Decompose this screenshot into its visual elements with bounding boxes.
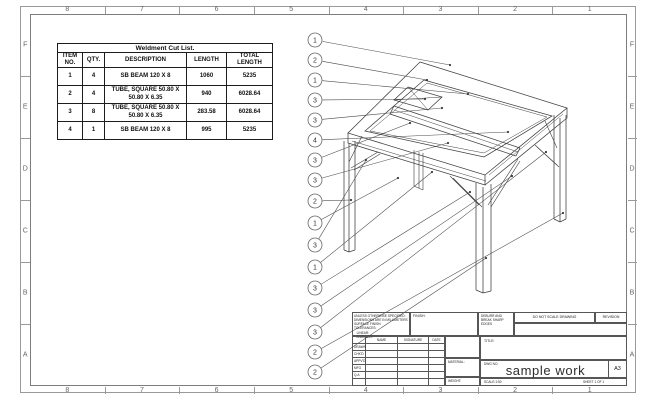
zone-row-label: C [629,227,635,235]
signoff-empty-cell [429,351,445,358]
column-header: QTY. [83,53,105,68]
weldment-cut-list [57,43,273,140]
signoff-header: SIGNATURE [398,337,429,344]
table-cell: TUBE, SQUARE 50.80 X 50.80 X 6.35 [105,104,187,122]
revision-label: REVISION [602,315,620,320]
leader-line [322,108,442,119]
balloon-item-2[interactable] [308,53,322,67]
deburr-note-cell [478,312,514,336]
balloon-callouts [308,33,322,379]
leader-line [322,99,425,100]
zone-column-label: 4 [363,5,368,13]
signoff-extra-cell [445,336,480,358]
dwg-no-cell [480,360,627,378]
zone-row-label: A [629,351,635,359]
leader-dot [545,151,547,153]
balloon-number: 3 [313,285,317,293]
signoff-empty-cell [398,351,429,358]
zone-row-label: E [22,103,28,111]
zone-column-label: 8 [65,5,70,13]
tolerance-note-line: LINEAR: [354,330,370,335]
zone-row-label: C [22,227,28,235]
signoff-empty-cell [398,379,429,386]
drawing-title: sample work [505,363,586,378]
scale-sheet-strip [480,378,627,386]
balloon-number: 2 [313,369,317,377]
balloon-item-1[interactable] [308,33,322,47]
table-cell: 995 [187,122,227,140]
table-cell: 1 [83,122,105,140]
signoff-empty-cell [353,337,366,344]
zone-column-label: 2 [513,386,518,394]
zone-row-label: D [629,165,635,173]
leader-dot [441,107,443,109]
dwg-no-label: DWG NO. [484,362,499,366]
balloon-number: 3 [313,97,317,105]
tolerance-note-line: ANGULAR: [354,334,373,339]
table-cell: SB BEAM 120 X 8 [105,122,187,140]
tolerance-note-line: UNLESS OTHERWISE SPECIFIED: [354,314,406,318]
weight-label: WEIGHT: [448,379,462,383]
balloon-item-3[interactable] [308,281,322,295]
balloon-item-3[interactable] [308,153,322,167]
zone-column-label: 8 [65,386,70,394]
title-label: TITLE: [484,339,495,343]
zone-column-label: 5 [289,386,294,394]
balloon-number: 3 [313,329,317,337]
leader-dot [409,122,411,124]
balloon-number: 2 [313,57,317,65]
balloon-item-3[interactable] [308,238,322,252]
signoff-empty-cell [366,365,398,372]
zone-row-label: B [629,289,635,297]
signoff-header: NAME [366,337,398,344]
finish-label: FINISH: [413,314,426,318]
revision-entry-cell [514,323,627,336]
zone-column-label: 7 [139,386,144,394]
signoff-header: DATE [429,337,445,344]
leader-line [322,178,398,219]
zone-column-label: 7 [139,5,144,13]
leader-line [322,132,508,140]
zone-column-label: 5 [289,5,294,13]
zone-row-label: B [22,289,28,297]
signoff-row-label: CHK'D [353,351,366,358]
leader-dot [426,79,428,81]
zone-row-label: E [629,103,635,111]
revision-cell [595,312,627,323]
balloon-number: 2 [313,349,317,357]
leader-dot [350,199,352,201]
leader-line [321,176,512,306]
table-cell: 4 [83,86,105,104]
leader-dot [365,159,367,161]
table-row [58,68,273,86]
table-cell: 3 [58,104,83,122]
paper-size: A3 [614,366,621,372]
signoff-empty-cell [398,372,429,379]
paper-size-cell [608,360,627,378]
signoff-empty-cell [429,372,445,379]
table-cell: TUBE, SQUARE 50.80 X 50.80 X 6.35 [105,86,187,104]
signoff-empty-cell [366,372,398,379]
signoff-empty-cell [398,344,429,351]
table-cell: 4 [83,68,105,86]
balloon-item-3[interactable] [308,113,322,127]
table-cell: 2 [58,86,83,104]
balloon-item-3[interactable] [308,173,322,187]
leader-dot [467,93,469,95]
signoff-empty-cell [398,358,429,365]
balloon-item-1[interactable] [308,216,322,230]
signoff-empty-cell [366,379,398,386]
balloon-number: 3 [313,307,317,315]
table-cell: 940 [187,86,227,104]
table-row [58,86,273,104]
balloon-number: 4 [313,137,317,145]
signoff-empty-cell [353,379,366,386]
scale-label: SCALE:1:50 [484,380,502,384]
leader-line [322,143,448,178]
zone-column-label: 3 [438,5,443,13]
signoff-row-label: Q.A [353,372,366,379]
signoff-empty-cell [398,365,429,372]
balloon-item-3[interactable] [308,325,322,339]
tolerance-note-line: TOLERANCES: [354,326,377,331]
balloon-number: 1 [313,220,317,228]
leader-dot [562,212,564,214]
leader-dot [431,171,433,173]
tolerance-notes-cell [352,312,410,339]
leader-dot [507,131,509,133]
leader-dot [397,177,399,179]
zone-column-label: 6 [214,5,219,13]
leader-dot [449,64,451,66]
finish-cell [410,312,478,336]
balloon-item-3[interactable] [308,93,322,107]
column-header: DESCRIPTION [105,53,187,68]
leader-dot [485,257,487,259]
balloon-number: 3 [313,157,317,165]
signoff-empty-cell [429,358,445,365]
cut-list-title-row [58,44,273,53]
weight-cell [445,377,480,386]
leader-dot [424,98,426,100]
zone-row-label: F [23,41,28,49]
cut-list-title: Weldment Cut List. [58,44,273,53]
balloon-item-1[interactable] [308,260,322,274]
leader-line [322,123,410,157]
signoff-grid [352,336,445,386]
leader-line [322,200,351,201]
signoff-empty-cell [429,365,445,372]
material-cell [445,358,480,377]
balloon-item-2[interactable] [308,345,322,359]
table-cell: 4 [58,122,83,140]
do-not-scale-note: DO NOT SCALE DRAWING [532,315,577,320]
table-cell: 6028.64 [227,104,273,122]
zone-column-label: 6 [214,386,219,394]
leader-line [322,81,468,94]
do-not-scale-cell [514,312,595,323]
column-header: TOTAL LENGTH [227,53,273,68]
signoff-empty-cell [366,358,398,365]
balloon-number: 3 [313,177,317,185]
zone-column-label: 2 [513,5,518,13]
balloon-number: 1 [313,264,317,272]
signoff-row-label: DRAWN [354,345,366,349]
balloon-number: 1 [313,37,317,45]
sheet-label: SHEET 1 OF 1 [583,380,605,384]
balloon-number: 3 [313,117,317,125]
table-cell: SB BEAM 120 X 8 [105,68,187,86]
column-header: LENGTH [187,53,227,68]
signoff-row-label: MFG [353,365,366,372]
balloon-item-1[interactable] [308,73,322,87]
balloon-item-4[interactable] [308,133,322,147]
zone-column-label: 1 [587,386,592,394]
column-header: ITEM NO. [58,53,83,68]
balloon-number: 1 [313,77,317,85]
cut-list-header-row [58,53,273,68]
table-cell: 1060 [187,68,227,86]
signoff-empty-cell [429,379,445,386]
leader-line [321,172,432,262]
table-row [58,104,273,122]
leader-dot [469,191,471,193]
balloon-item-3[interactable] [308,303,322,317]
balloon-item-2[interactable] [308,365,322,379]
table-cell: 5235 [227,122,273,140]
material-label: MATERIAL: [448,360,465,364]
table-cell: 1 [58,68,83,86]
balloon-number: 3 [313,242,317,250]
balloon-item-2[interactable] [308,194,322,208]
deburr-note: DEBURR AND BREAK SHARP EDGES [481,314,504,326]
signoff-empty-cell [366,351,398,358]
zone-row-label: F [629,41,635,49]
title-cell [480,336,627,360]
table-cell: 6028.64 [227,86,273,104]
leader-line [322,41,450,65]
leader-dot [511,175,513,177]
table-row [58,122,273,140]
table-cell: 8 [83,104,105,122]
tolerance-note-line: SURFACE FINISH: [354,322,382,327]
tolerance-note-line: DIMENSIONS ARE IN MILLIMETERS [354,318,408,323]
zone-row-label: A [22,351,28,359]
zone-row-label: D [22,165,28,173]
table-cell: 5235 [227,68,273,86]
signoff-row-label: APPV'D [354,359,366,363]
signoff-empty-cell [366,344,398,351]
zone-column-label: 3 [438,386,443,394]
weldment-frame-drawing [344,62,567,293]
zone-column-label: 4 [363,386,368,394]
zone-column-label: 1 [587,5,592,13]
balloon-number: 2 [313,198,317,206]
table-cell: 283.58 [187,104,227,122]
leader-dot [447,142,449,144]
signoff-empty-cell [429,344,445,351]
